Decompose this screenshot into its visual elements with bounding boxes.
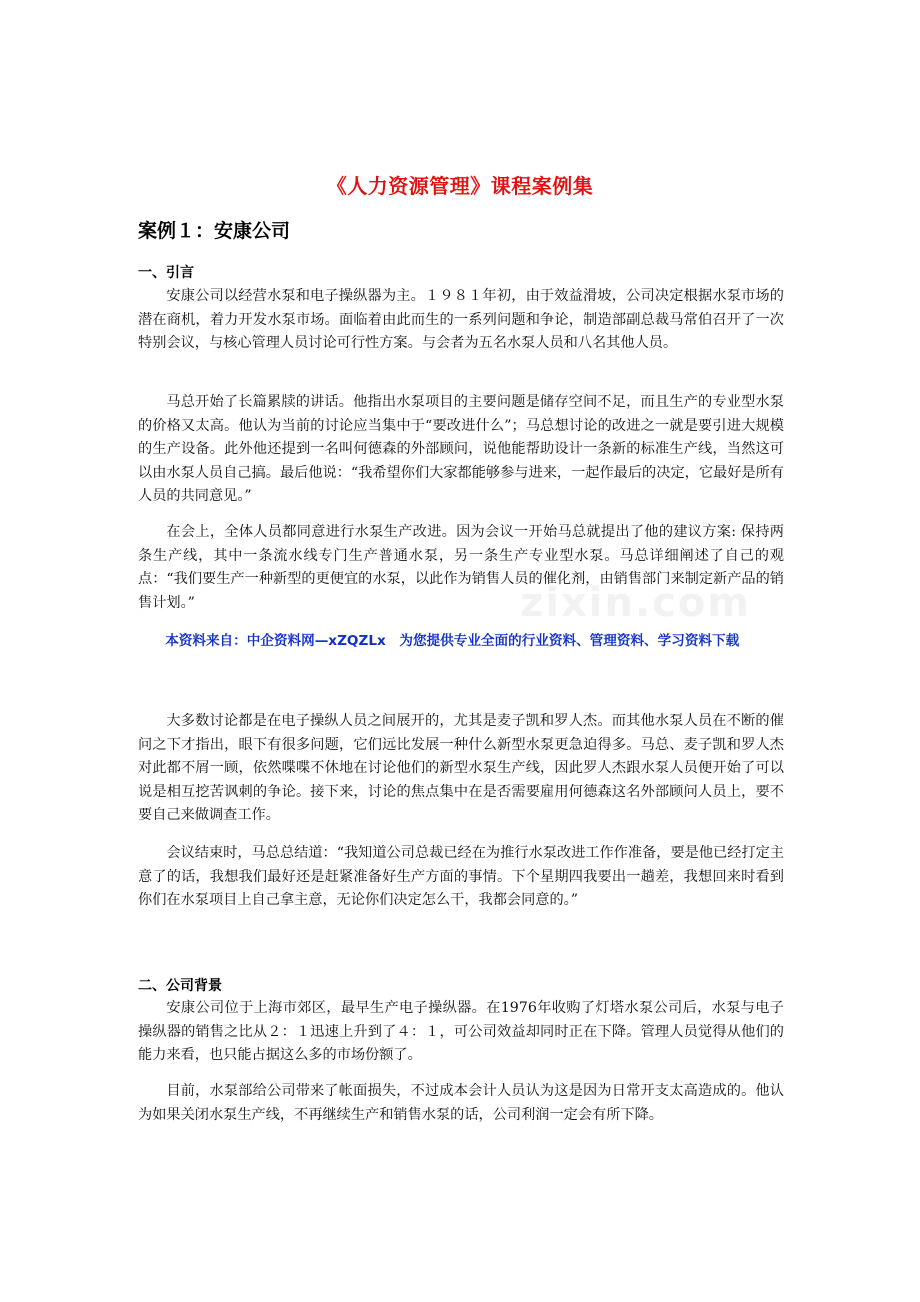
paragraph-intro-2: 马总开始了长篇累牍的讲话。他指出水泵项目的主要问题是储存空间不足，而且生产的专业型水泵的价格又太高。他认为当前的讨论应当集中于“要改进什么”；马总想讨论的改进之一就是要引进大规模的生产设备。此外他还提到一名叫何德森的外部顾问，说他能帮助设计一条新的标准生产线，当然这可以由水泵人员自己搞。最后他说：“我希望你们大家都能够参与进来，一起作最后的决定，它最好是所有人员的共同意见。” (138, 394, 784, 504)
section-heading-intro: 一、引言 (138, 265, 194, 281)
source-note-link[interactable]: 本资料来自：中企资料网—xZQZLx 为您提供专业全面的行业资料、管理资料、学习资料下载 (165, 633, 740, 649)
paragraph-intro-1: 安康公司以经营水泵和电子操纵器为主。１９８１年初，由于效益滑坡，公司决定根据水泵市场的潜在商机，着力开发水泵市场。面临着由此而生的一系列问题和争论，制造部副总裁马常伯召开了一次特别会议，与核心管理人员讨论可行性方案。与会者为五名水泵人员和八名其他人员。 (138, 288, 784, 351)
paragraph-intro-4: 大多数讨论都是在电子操纵人员之间展开的，尤其是麦子凯和罗人杰。而其他水泵人员在不断的催问之下才指出，眼下有很多问题，它们远比发展一种什么新型水泵更急迫得多。马总、麦子凯和罗人杰对此都不屑一顾，依然喋喋不休地在讨论他们的新型水泵生产线，因此罗人杰跟水泵人员便开始了可以说是相互挖苦讽刺的争论。接下来，讨论的焦点集中在是否需要雇用何德森这名外部顾问人员上，要不要自己来做调查工作。 (138, 713, 784, 823)
paragraph-background-2: 目前，水泵部给公司带来了帐面损失，不过成本会计人员认为这是因为日常开支太高造成的。他认为如果关闭水泵生产线，不再继续生产和销售水泵的话，公司利润一定会有所下降。 (138, 1083, 784, 1123)
section-heading-background: 二、公司背景 (138, 978, 222, 994)
case-heading: 案例１：安康公司 (138, 220, 291, 242)
document-title: 《人力资源管理》课程案例集 (326, 174, 594, 198)
watermark: zixin.com (520, 580, 752, 626)
paragraph-intro-3: 在会上，全体人员都同意进行水泵生产改进。因为会议一开始马总就提出了他的建议方案: 保持两条生产线，其中一条流水线专门生产普通水泵，另一条生产专业型水泵。马总详细阐述了自己的观点：“我们要生产一种新型的更便宜的水泵，以此作为销售人员的催化剂，由销售部门来制定新产品的销售计划。” (138, 524, 784, 611)
paragraph-intro-5: 会议结束时，马总总结道：“我知道公司总裁已经在为推行水泵改进工作作准备，要是他已经打定主意了的话，我想我们最好还是赶紧准备好生产方面的事情。下个星期四我要出一趟差，我想回来时看到你们在水泵项目上自己拿主意，无论你们决定怎么干，我都会同意的。” (138, 845, 784, 908)
paragraph-background-1: 安康公司位于上海市郊区，最早生产电子操纵器。在1976年收购了灯塔水泵公司后，水泵与电子操纵器的销售之比从２：１迅速上升到了４：１，可公司效益却同时正在下降。管理人员觉得从他们的能力来看，也只能占据这么多的市场份额了。 (138, 1000, 784, 1063)
